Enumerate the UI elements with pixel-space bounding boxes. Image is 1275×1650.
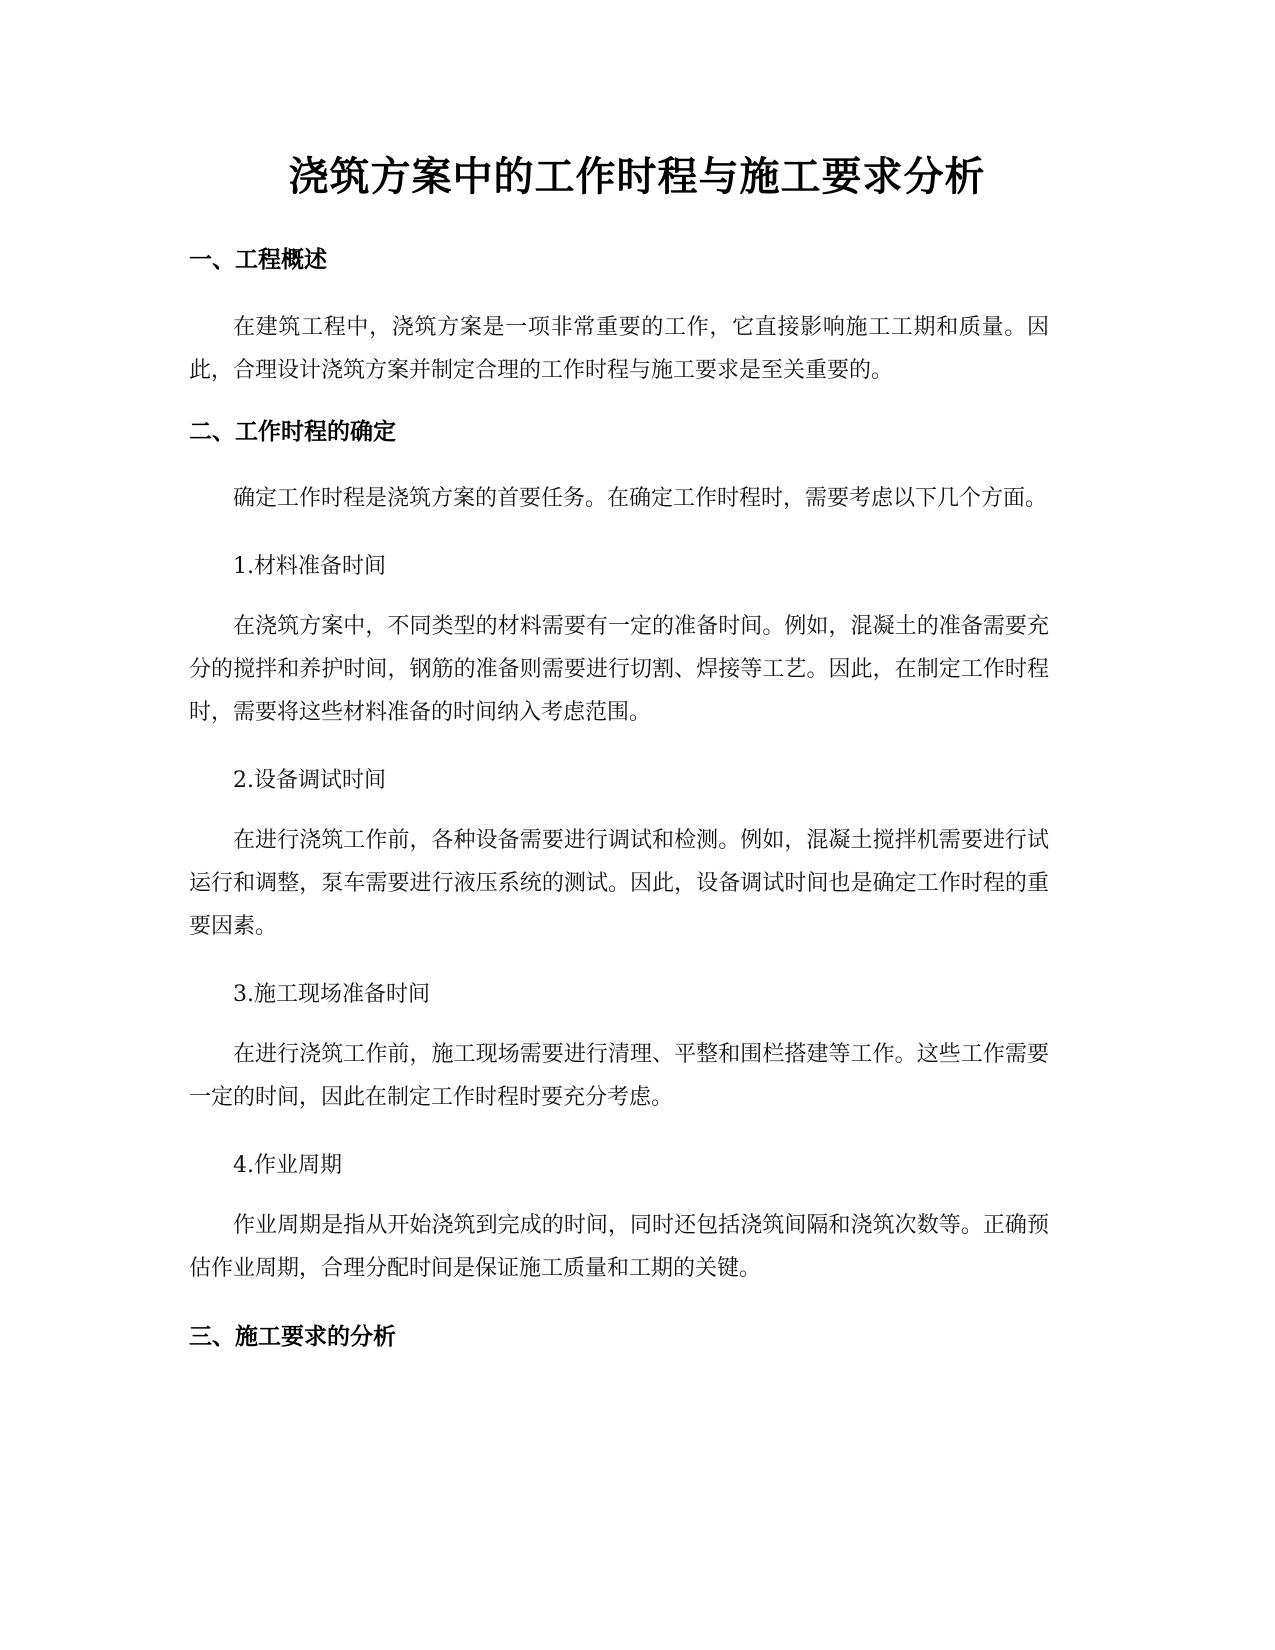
paragraph-overview: 在建筑工程中，浇筑方案是一项非常重要的工作，它直接影响施工工期和质量。因此，合理设计浇筑方案并制定合理的工作时程与施工要求是至关重要的。 — [189, 315, 1049, 383]
document-title: 浇筑方案中的工作时程与施工要求分析 — [288, 154, 986, 200]
paragraph-equipment-debug: 在进行浇筑工作前，各种设备需要进行调试和检测。例如，混凝土搅拌机需要进行试运行和调整，泵车需要进行液压系统的测试。因此，设备调试时间也是确定工作时程的重要因素。 — [189, 828, 1049, 939]
subheading-work-cycle: 4.作业周期 — [233, 1153, 342, 1178]
paragraph-schedule-intro: 确定工作时程是浇筑方案的首要任务。在确定工作时程时，需要考虑以下几个方面。 — [233, 486, 1048, 511]
subheading-material-prep: 1.材料准备时间 — [233, 554, 386, 579]
section-heading-requirements: 三、施工要求的分析 — [189, 1324, 396, 1350]
paragraph-work-cycle: 作业周期是指从开始浇筑到完成的时间，同时还包括浇筑间隔和浇筑次数等。正确预估作业周期，合理分配时间是保证施工质量和工期的关键。 — [189, 1213, 1049, 1281]
paragraph-material-prep: 在浇筑方案中，不同类型的材料需要有一定的准备时间。例如，混凝土的准备需要充分的搅拌和养护时间，钢筋的准备则需要进行切割、焊接等工艺。因此，在制定工作时程时，需要将这些材料准备的时间纳入考虑范围。 — [189, 614, 1049, 725]
section-heading-schedule: 二、工作时程的确定 — [189, 419, 396, 445]
subheading-equipment-debug: 2.设备调试时间 — [233, 768, 386, 793]
subheading-site-prep: 3.施工现场准备时间 — [233, 982, 430, 1007]
section-heading-overview: 一、工程概述 — [189, 247, 327, 273]
paragraph-site-prep: 在进行浇筑工作前，施工现场需要进行清理、平整和围栏搭建等工作。这些工作需要一定的时间，因此在制定工作时程时要充分考虑。 — [189, 1042, 1049, 1110]
